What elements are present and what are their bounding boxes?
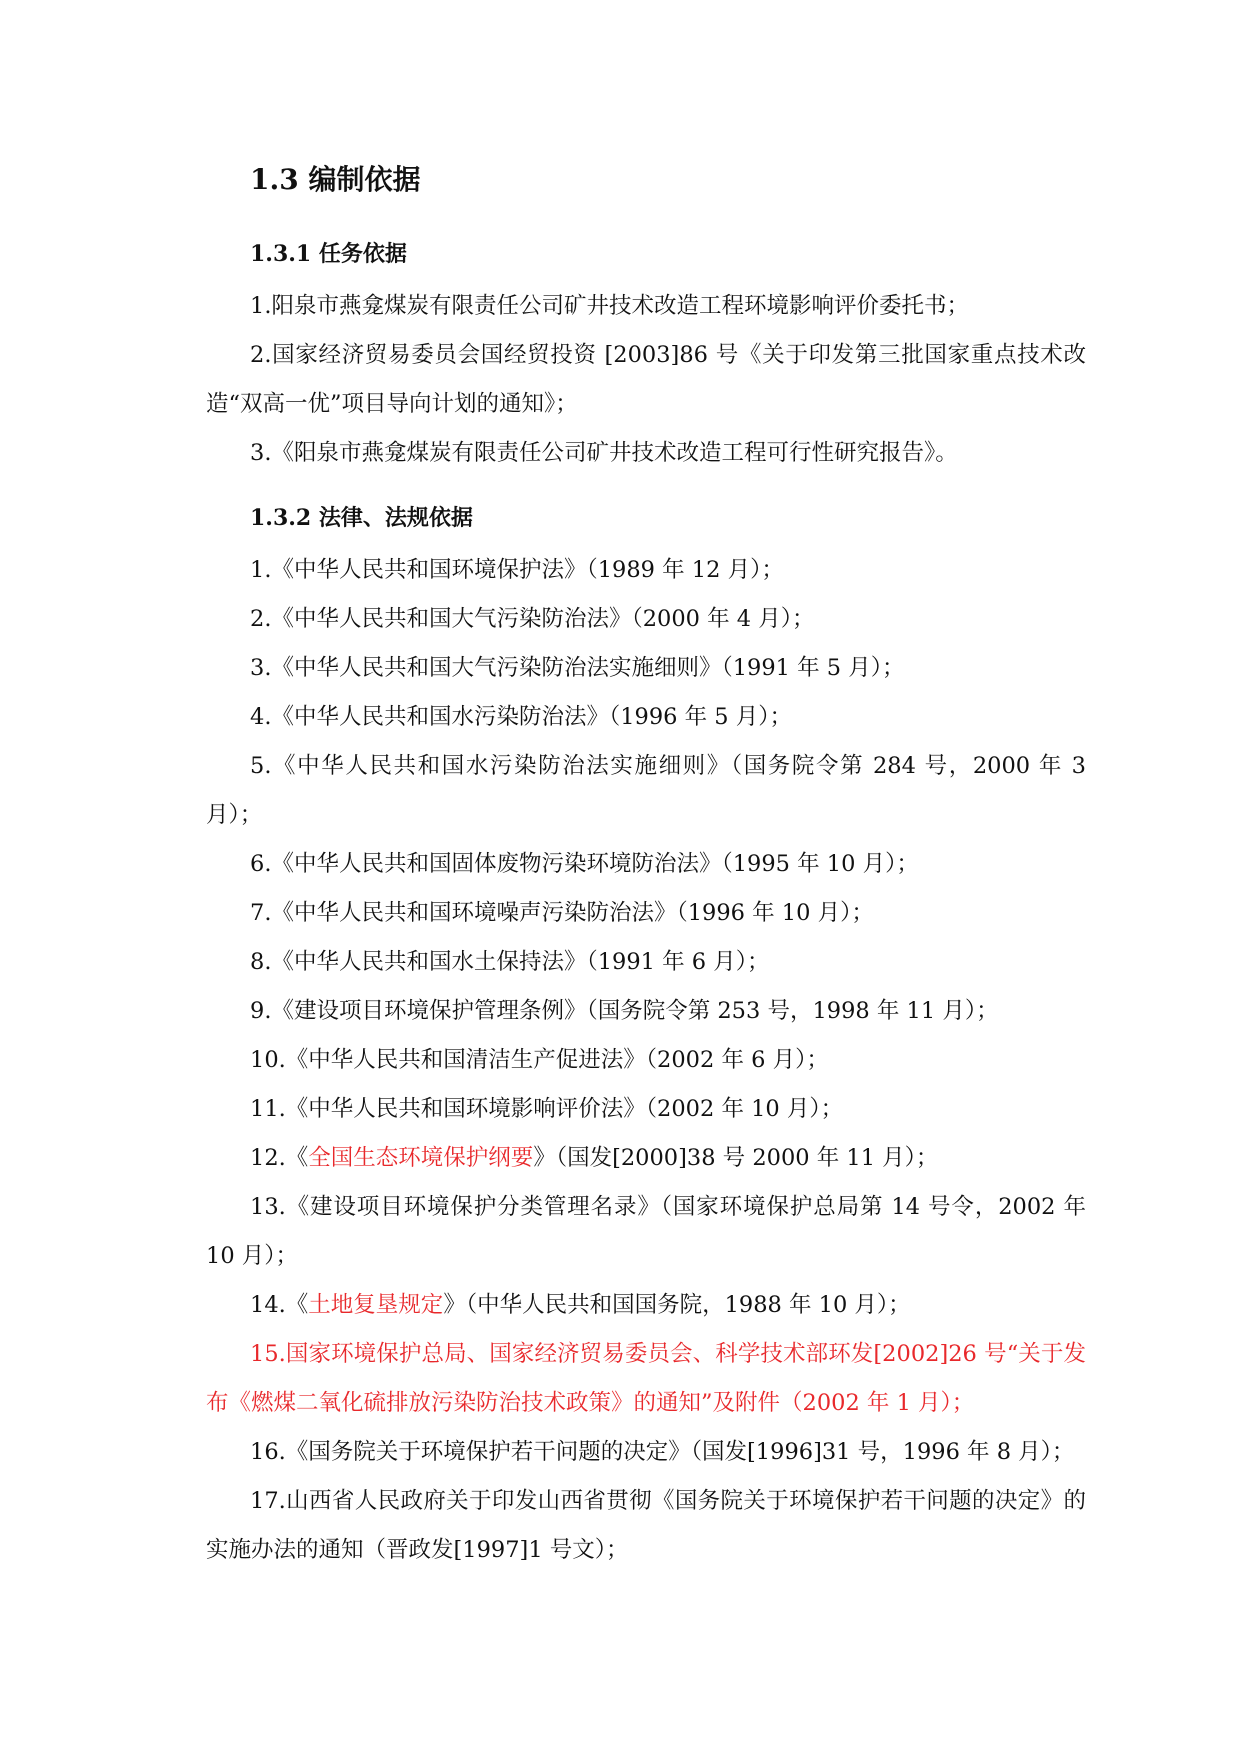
law-item-13: 13.《建设项目环境保护分类管理名录》（国家环境保护总局第 14 号令，2002 年 10 月）； (206, 1194, 1086, 1269)
law-item-12-highlight: 全国生态环境保护纲要 (308, 1145, 534, 1171)
law-item-14-highlight: 土地复垦规定 (308, 1292, 444, 1318)
law-item-16: 16.《国务院关于环境保护若干问题的决定》（国发[1996]31 号，1996 年 8 月）； (250, 1439, 1075, 1465)
law-item-15 (206, 1330, 1086, 1428)
law-item-1: 1.《中华人民共和国环境保护法》（1989 年 12 月）； (250, 557, 784, 583)
law-item-12 (206, 1134, 1086, 1183)
law-item-8: 8.《中华人民共和国水土保持法》（1991 年 6 月）； (250, 949, 770, 975)
law-item-7: 7.《中华人民共和国环境噪声污染防治法》（1996 年 10 月）； (250, 900, 874, 926)
law-item-12-prefix: 12.《 (250, 1145, 309, 1171)
law-item-10: 10.《中华人民共和国清洁生产促进法》（2002 年 6 月）； (250, 1047, 829, 1073)
task-basis-item-1: 1.阳泉市燕龛煤炭有限责任公司矿井技术改造工程环境影响评价委托书； (250, 293, 969, 319)
law-item-2: 2.《中华人民共和国大气污染防治法》（2000 年 4 月）； (250, 606, 815, 632)
law-item-4: 4.《中华人民共和国水污染防治法》（1996 年 5 月）； (250, 704, 793, 730)
law-item-5: 5.《中华人民共和国水污染防治法实施细则》（国务院令第 284 号，2000 年 3 月）； (206, 753, 1086, 828)
subsection-title-task-basis: 1.3.1 任务依据 (250, 241, 407, 267)
law-item-17: 17.山西省人民政府关于印发山西省贯彻《国务院关于环境保护若干问题的决定》的实施办法的通知（晋政发[1997]1 号文）； (206, 1488, 1086, 1563)
task-basis-item-2: 2.国家经济贸易委员会国经贸投资 [2003]86 号《关于印发第三批国家重点技术改造“双高一优”项目导向计划的通知》； (206, 342, 1086, 417)
law-item-9: 9.《建设项目环境保护管理条例》（国务院令第 253 号，1998 年 11 月）； (250, 998, 999, 1024)
section-title: 1.3 编制依据 (250, 163, 421, 196)
law-item-12-suffix: 》（国发[2000]38 号 2000 年 11 月）； (533, 1145, 939, 1171)
law-item-14-prefix: 14.《 (250, 1292, 309, 1318)
law-item-15-prefix: 15. (250, 1341, 286, 1367)
law-item-14 (206, 1281, 1086, 1330)
law-item-11: 11.《中华人民共和国环境影响评价法》（2002 年 10 月）； (250, 1096, 844, 1122)
law-item-6: 6.《中华人民共和国固体废物污染环境防治法》（1995 年 10 月）； (250, 851, 919, 877)
law-item-14-suffix: 》（中华人民共和国国务院，1988 年 10 月）； (443, 1292, 911, 1318)
law-item-3: 3.《中华人民共和国大气污染防治法实施细则》（1991 年 5 月）； (250, 655, 905, 681)
subsection-title-law-basis: 1.3.2 法律、法规依据 (250, 505, 473, 531)
task-basis-item-3: 3.《阳泉市燕龛煤炭有限责任公司矿井技术改造工程可行性研究报告》。 (250, 440, 958, 466)
law-item-15-highlight: 国家环境保护总局、国家经济贸易委员会、科学技术部环发[2002]26 号“关于发布《燃煤二氧化硫排放污染防治技术政策》的通知”及附件（2002 年 1 月）； (206, 1341, 1086, 1416)
